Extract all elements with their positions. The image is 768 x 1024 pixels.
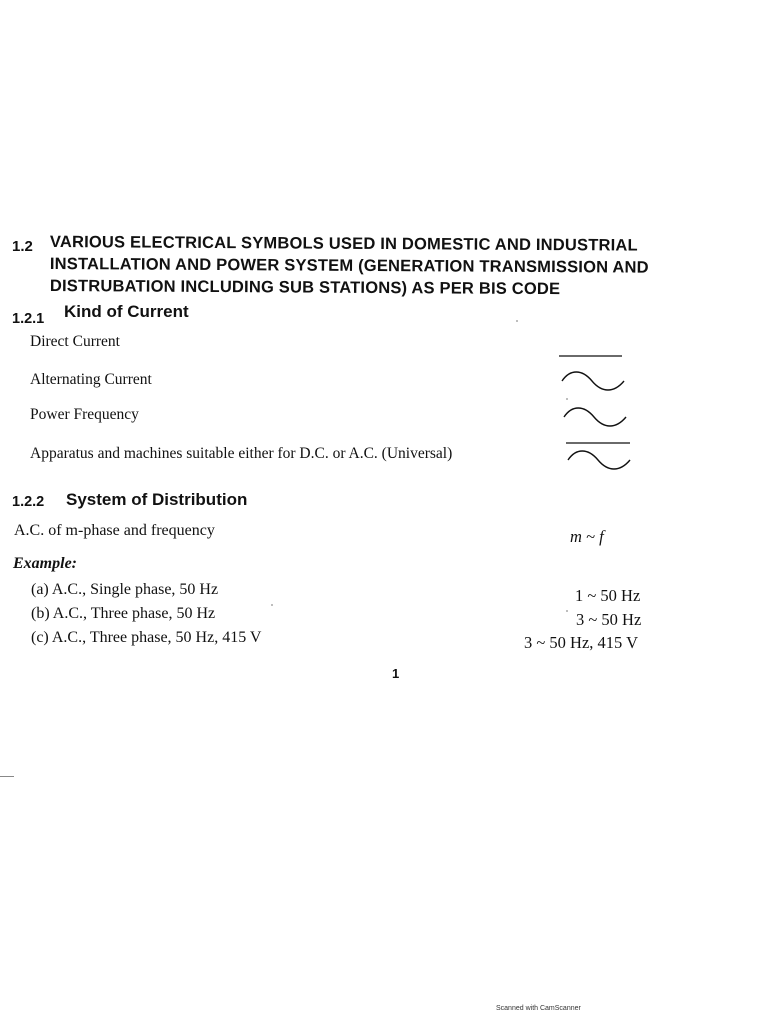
item-universal: Apparatus and machines suitable either for D.C. or A.C. (Universal) (30, 445, 453, 462)
scan-speck (271, 604, 273, 606)
section-number: 1.2 (12, 238, 33, 255)
example-label: Example: (13, 555, 77, 572)
straight-line-icon (558, 346, 624, 364)
page-number: 1 (392, 666, 400, 681)
sine-wave-icon (562, 405, 630, 434)
subsection-title-kind-of-current: Kind of Current (64, 302, 189, 321)
line-over-sine-wave-icon (562, 438, 634, 479)
example-a-value: 1 ~ 50 Hz (575, 586, 641, 605)
row-ac-m-phase-value: m ~ f (570, 527, 604, 546)
item-alternating-current: Alternating Current (30, 371, 152, 388)
scan-speck (566, 610, 568, 612)
example-c-value: 3 ~ 50 Hz, 415 V (524, 633, 639, 652)
section-title-line-1: VARIOUS ELECTRICAL SYMBOLS USED IN DOMESTIC AND INDUSTRIAL (49, 232, 638, 255)
subsection-number-kind-of-current: 1.2.1 (12, 311, 45, 327)
section-title-line-3: DISTRUBATION INCLUDING SUB STATIONS) AS PER BIS CODE (49, 276, 561, 299)
section-title-line-2: INSTALLATION AND POWER SYSTEM (GENERATION TRANSMISSION AND (49, 254, 649, 277)
scan-speck (516, 320, 518, 322)
subsection-title-system-of-distribution: System of Distribution (66, 490, 248, 509)
example-b-label: (b) A.C., Three phase, 50 Hz (31, 605, 216, 622)
row-ac-m-phase-label: A.C. of m-phase and frequency (14, 522, 215, 539)
subsection-number-system-of-distribution: 1.2.2 (12, 494, 45, 510)
scan-margin-mark (0, 776, 14, 777)
scan-speck (566, 398, 568, 400)
item-direct-current: Direct Current (30, 333, 120, 350)
scanner-footer: Scanned with CamScanner (496, 1005, 581, 1012)
example-b-value: 3 ~ 50 Hz (576, 610, 642, 629)
item-power-frequency: Power Frequency (30, 406, 139, 423)
sine-wave-icon (560, 370, 628, 397)
example-a-label: (a) A.C., Single phase, 50 Hz (31, 581, 219, 598)
example-c-label: (c) A.C., Three phase, 50 Hz, 415 V (31, 629, 262, 646)
